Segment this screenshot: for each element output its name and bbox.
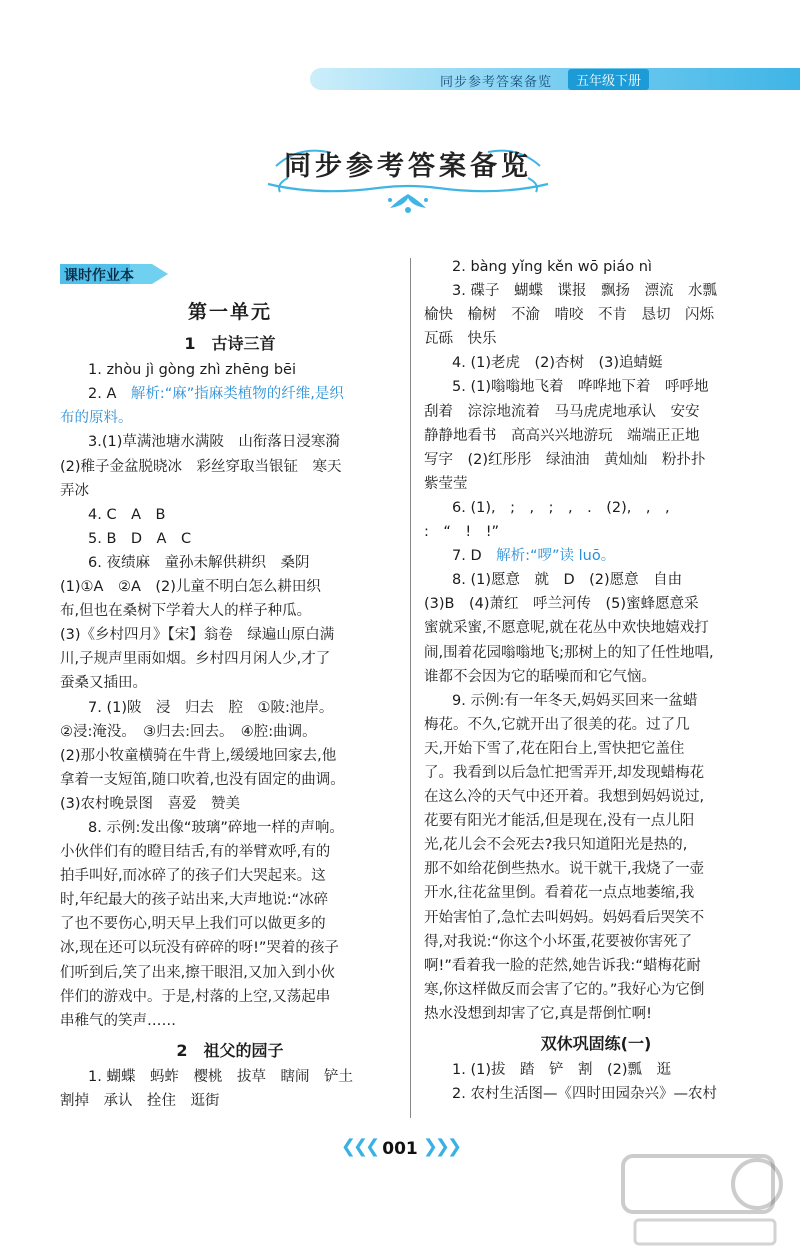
answer-line: 瓦砾 快乐 <box>424 331 497 348</box>
answer-line: 5. B D A C <box>88 530 192 547</box>
answer-line: 4. (1)老虎 (2)杏树 (3)追蜻蜓 <box>452 355 663 372</box>
analysis-note: 解析:“啰”读 luō。 <box>496 548 616 565</box>
answer-line: 1. zhòu jì gòng zhì zhēng bēi <box>88 362 296 379</box>
answer-line: 5. (1)嗡嗡地飞着 哗哗地下着 呼呼地 <box>452 379 709 396</box>
section-tag <box>60 262 170 286</box>
answer-line: 蜜就采蜜,不愿意呢,就在花丛中欢快地嬉戏打 <box>424 620 709 637</box>
page-title-block <box>258 138 558 218</box>
answer-line: 在这么冷的天气中还开着。我想到妈妈说过, <box>424 789 705 806</box>
answer-line: 伴们的游戏中。于是,村落的上空,又荡起串 <box>60 988 331 1005</box>
answer-line: ②浸:淹没。 ③归去:回去。 ④腔:曲调。 <box>60 723 317 740</box>
right-column <box>424 255 768 1106</box>
answer-line: 花要有阳光才能活,但是现在,没有一点儿阳 <box>424 813 695 830</box>
answer-line: 刮着 淙淙地流着 马马虎虎地承认 安安 <box>424 403 700 420</box>
answer-line: 7. D 解析:“啰”读 luō。 <box>452 548 616 565</box>
answer-line: 了也不要伤心,明天早上我们可以做更多的 <box>60 916 326 933</box>
answer-line: 9. 示例:有一年冬天,妈妈买回来一盆蜡 <box>452 692 698 709</box>
answer-line: 们听到后,笑了出来,擦干眼泪,又加入到小伙 <box>60 964 335 981</box>
analysis-note: 解析:“麻”指麻类植物的纤维,是织 <box>130 386 344 403</box>
answer-line: 开始害怕了,急忙去叫妈妈。妈妈看后哭笑不 <box>424 909 705 926</box>
header-band-text: 同步参考答案备览 <box>440 75 553 90</box>
answer-line: 割掉 承认 拴住 逛街 <box>60 1093 220 1109</box>
answer-line: 时,年纪最大的孩子站出来,大声地说:“冰碎 <box>60 892 329 909</box>
answer-line: 开水,往花盆里倒。看着花一点点地萎缩,我 <box>424 885 695 902</box>
answer-line: 1. (1)拔 踏 铲 割 (2)瓢 逛 <box>452 1062 672 1079</box>
header-grade-badge: 五年级下册 <box>568 69 649 90</box>
header-band <box>310 68 800 90</box>
answer-line: 拿着一支短笛,随口吹着,也没有固定的曲调。 <box>60 771 345 788</box>
answer-line: (2)那小牧童横骑在牛背上,缓缓地回家去,他 <box>60 747 337 764</box>
analysis-note-cont: 布的原料。 <box>60 410 133 427</box>
answer-line: 光,花儿会不会死去?我只知道阳光是热的, <box>424 837 688 854</box>
answer-line: 天,开始下雪了,花在阳台上,雪快把它盖住 <box>424 740 685 757</box>
answer-line: 弄冰 <box>60 482 89 499</box>
answer-line: 小伙伴们有的瞪目结舌,有的举臂欢呼,有的 <box>60 844 331 861</box>
answer-line: 了。我看到以后急忙把雪弄开,却发现蜡梅花 <box>424 764 705 781</box>
answer-line: 拍手叫好,而冰碎了的孩子们大哭起来。这 <box>60 868 326 885</box>
answer-line: 啊!”看着我一脸的茫然,她告诉我:“蜡梅花耐 <box>424 957 701 974</box>
answer-line: 谁都不会因为它的聒噪而和它气恼。 <box>424 668 656 685</box>
answer-line: 2. bàng yǐng kěn wō piáo nì <box>452 259 652 275</box>
answer-line: 2. 农村生活图—《四时田园杂兴》—农村 <box>452 1086 717 1103</box>
lesson-title-1: 1 古诗三首 <box>184 334 276 354</box>
answer-line: 串稚气的笑声…… <box>60 1012 176 1029</box>
page-title: 同步参考答案备览 <box>284 151 532 182</box>
weekend-practice-title: 双休巩固练(一) <box>540 1034 652 1053</box>
answer-line: 梅花。不久,它就开出了很美的花。过了几 <box>424 716 690 733</box>
answer-line: (3)《乡村四月》【宋】翁卷 绿遍山原白满 <box>60 627 335 644</box>
answer-line: (1)①A ②A (2)儿童不明白怎么耕田织 <box>60 579 321 596</box>
answer-line: 川,子规声里雨如烟。乡村四月闲人少,才了 <box>60 651 331 668</box>
answer-line: 8. 示例:发出像“玻璃”碎地一样的声响。 <box>88 819 344 836</box>
answer-line: 静静地看书 高高兴兴地游玩 端端正正地 <box>424 427 700 444</box>
page-number-block <box>300 1136 500 1162</box>
answer-line: 3. 碟子 蝴蝶 谍报 飘扬 漂流 水瓢 <box>452 283 717 300</box>
answer-line: (3)农村晚景图 喜爱 赞美 <box>60 795 241 812</box>
unit-title: 第一单元 <box>187 301 272 323</box>
watermark-logo-icon <box>615 1150 795 1250</box>
answer-line: 4. C A B <box>88 506 166 523</box>
answer-line: 1. 蝴蝶 蚂蚱 樱桃 拔草 瞎闹 铲土 <box>88 1068 353 1085</box>
answer-line: 寒,你这样做反而会害了它的。”我好心为它倒 <box>424 981 705 998</box>
column-divider <box>410 258 411 1118</box>
right-chevrons-icon: ❯❯❯ <box>422 1136 460 1157</box>
answer-line: 7. (1)陂 浸 归去 腔 ①陂:池岸。 <box>88 699 334 716</box>
answer-line: 紫莹莹 <box>424 475 468 492</box>
answer-line: 2. A 解析:“麻”指麻类植物的纤维,是织 <box>88 386 344 403</box>
answer-line: (3)B (4)萧红 呼兰河传 (5)蜜蜂愿意采 <box>424 596 699 613</box>
answer-line: 那不如给花倒些热水。说干就干,我烧了一壶 <box>424 861 705 878</box>
section-tag-label: 课时作业本 <box>64 268 134 284</box>
answer-line: 蚕桑又插田。 <box>60 675 147 692</box>
left-column <box>60 294 400 1113</box>
answer-line: 6. (1), ; , ; , . (2), , , <box>452 499 670 516</box>
answer-line: 8. (1)愿意 就 D (2)愿意 自由 <box>452 572 683 589</box>
lesson-title-2: 2 祖父的园子 <box>176 1040 284 1060</box>
answer-line: 6. 夜绩麻 童孙未解供耕织 桑阴 <box>88 554 310 571</box>
answer-line: : “ ! !” <box>424 524 500 541</box>
answer-line: 得,对我说:“你这个小坏蛋,花要被你害死了 <box>424 933 693 950</box>
left-chevrons-icon: ❮❮❮ <box>340 1136 378 1157</box>
answer-line: 闹,围着花园嗡嗡地飞;那树上的知了任性地唱, <box>424 644 714 661</box>
answer-line: 热水没想到却害了它,真是帮倒忙啊! <box>424 1005 652 1022</box>
answer-line: (2)稚子金盆脱晓冰 彩丝穿取当银钲 寒天 <box>60 458 342 475</box>
answer-line: 写字 (2)红彤彤 绿油油 黄灿灿 粉扑扑 <box>424 451 706 468</box>
answer-line: 榆快 榆树 不渝 啃咬 不肯 恳切 闪烁 <box>424 307 714 324</box>
page-number: 001 <box>382 1139 418 1159</box>
answer-line: 冰,现在还可以玩没有碎碎的呀!”哭着的孩子 <box>60 940 339 957</box>
answer-line: 3.(1)草满池塘水满陂 山衔落日浸寒漪 <box>88 434 340 451</box>
answer-line: 布,但也在桑树下学着大人的样子种瓜。 <box>60 603 312 620</box>
